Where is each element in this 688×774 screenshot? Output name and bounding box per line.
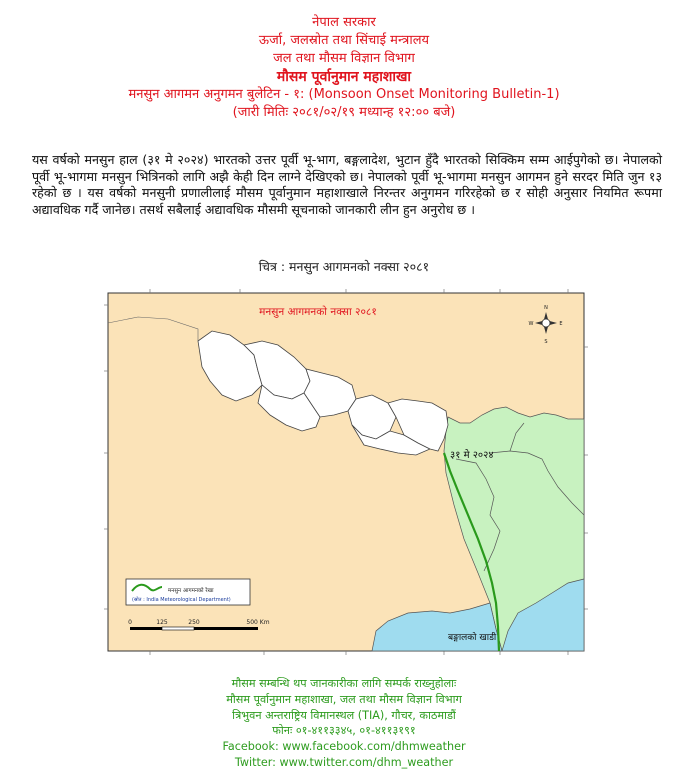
svg-text:W: W: [528, 321, 534, 327]
gov-name: नेपाल सरकार: [312, 15, 376, 30]
footer-contact-intro: मौसम सम्बन्धि थप जानकारीका लागि सम्पर्क राख्नुहोलाः: [231, 677, 457, 690]
bulletin-body-text: यस वर्षको मनसुन हाल (३१ मे २०२४) भारतको उत्तर पूर्वी भू-भाग, बङ्गलादेश, भुटान हुँदै भारतको सिक्किम सम्म आईपुगेको छ। नेपालको पूर्वी भू-भागमा मनसुन भित्रिनको लागि अझै केही दिन लाग्ने देखिएको छ। नेपालको पूर्वी भू-भागमा मनसुन आगमन हुने सरदर मिति जुन १३ रहेको छ । यस वर्षको मनसुनी प्रणालीलाई मौसम पूर्वानुमान महाशाखाले निरन्तर अनुगमन गरिरहेको छ र सोही अनुसार नियमित रूपमा अद्यावधिक गर्दै जानेछ। तसर्थ सबैलाई अद्यावधिक मौसमी सूचनाको जानकारी लीन हुन अनुरोध छ ।: [32, 152, 662, 217]
onset-date-label: ३१ मे २०२४: [450, 450, 494, 461]
ministry-name: ऊर्जा, जलस्रोत तथा सिंचाई मन्त्रालय: [258, 33, 430, 48]
bulletin-header: [0, 14, 688, 122]
legend-line-label: मनसुन आगमनको रेखा: [168, 588, 214, 594]
footer-facebook-link[interactable]: Facebook: www.facebook.com/dhmweather: [222, 740, 466, 754]
legend-source: (स्रोत : India Meteorological Department): [132, 597, 231, 603]
svg-text:250: 250: [188, 619, 200, 626]
map-legend: [126, 579, 250, 605]
footer-address: त्रिभुवन अन्तराष्ट्रिय विमानस्थल (TIA), गौचर, काठमाडौं: [232, 708, 456, 722]
svg-text:0: 0: [128, 619, 132, 626]
figure-caption: चित्र : मनसुन आगमनको नक्सा २०८१: [258, 259, 430, 274]
svg-text:500 Km: 500 Km: [246, 619, 270, 626]
division-name: मौसम पूर्वानुमान महाशाखा: [276, 69, 412, 85]
bulletin-title: मनसुन आगमन अनुगमन बुलेटिन - १: (Monsoon Onset Monitoring Bulletin-1): [128, 87, 560, 102]
map-title: मनसुन आगमनको नक्सा २०८१: [259, 306, 377, 318]
footer-phone: फोनः ०१-४११३३४५, ०१-४११३१९१: [272, 724, 416, 738]
department-name: जल तथा मौसम विज्ञान विभाग: [273, 51, 415, 66]
bay-label: बङ्गालको खाडी: [448, 633, 497, 643]
footer-division: मौसम पूर्वानुमान महाशाखा, जल तथा मौसम विज्ञान विभाग: [226, 692, 462, 706]
svg-text:S: S: [544, 339, 548, 345]
contact-footer: [0, 676, 688, 771]
svg-text:N: N: [544, 305, 548, 311]
footer-twitter-link[interactable]: Twitter: www.twitter.com/dhm_weather: [234, 755, 454, 769]
map-svg: [98, 283, 594, 661]
svg-text:E: E: [559, 321, 563, 327]
issue-date: (जारी मितिः २०८१/०२/१९ मध्यान्ह १२:०० बजे): [232, 105, 456, 120]
svg-text:125: 125: [156, 619, 168, 626]
monsoon-onset-map: [98, 283, 594, 661]
